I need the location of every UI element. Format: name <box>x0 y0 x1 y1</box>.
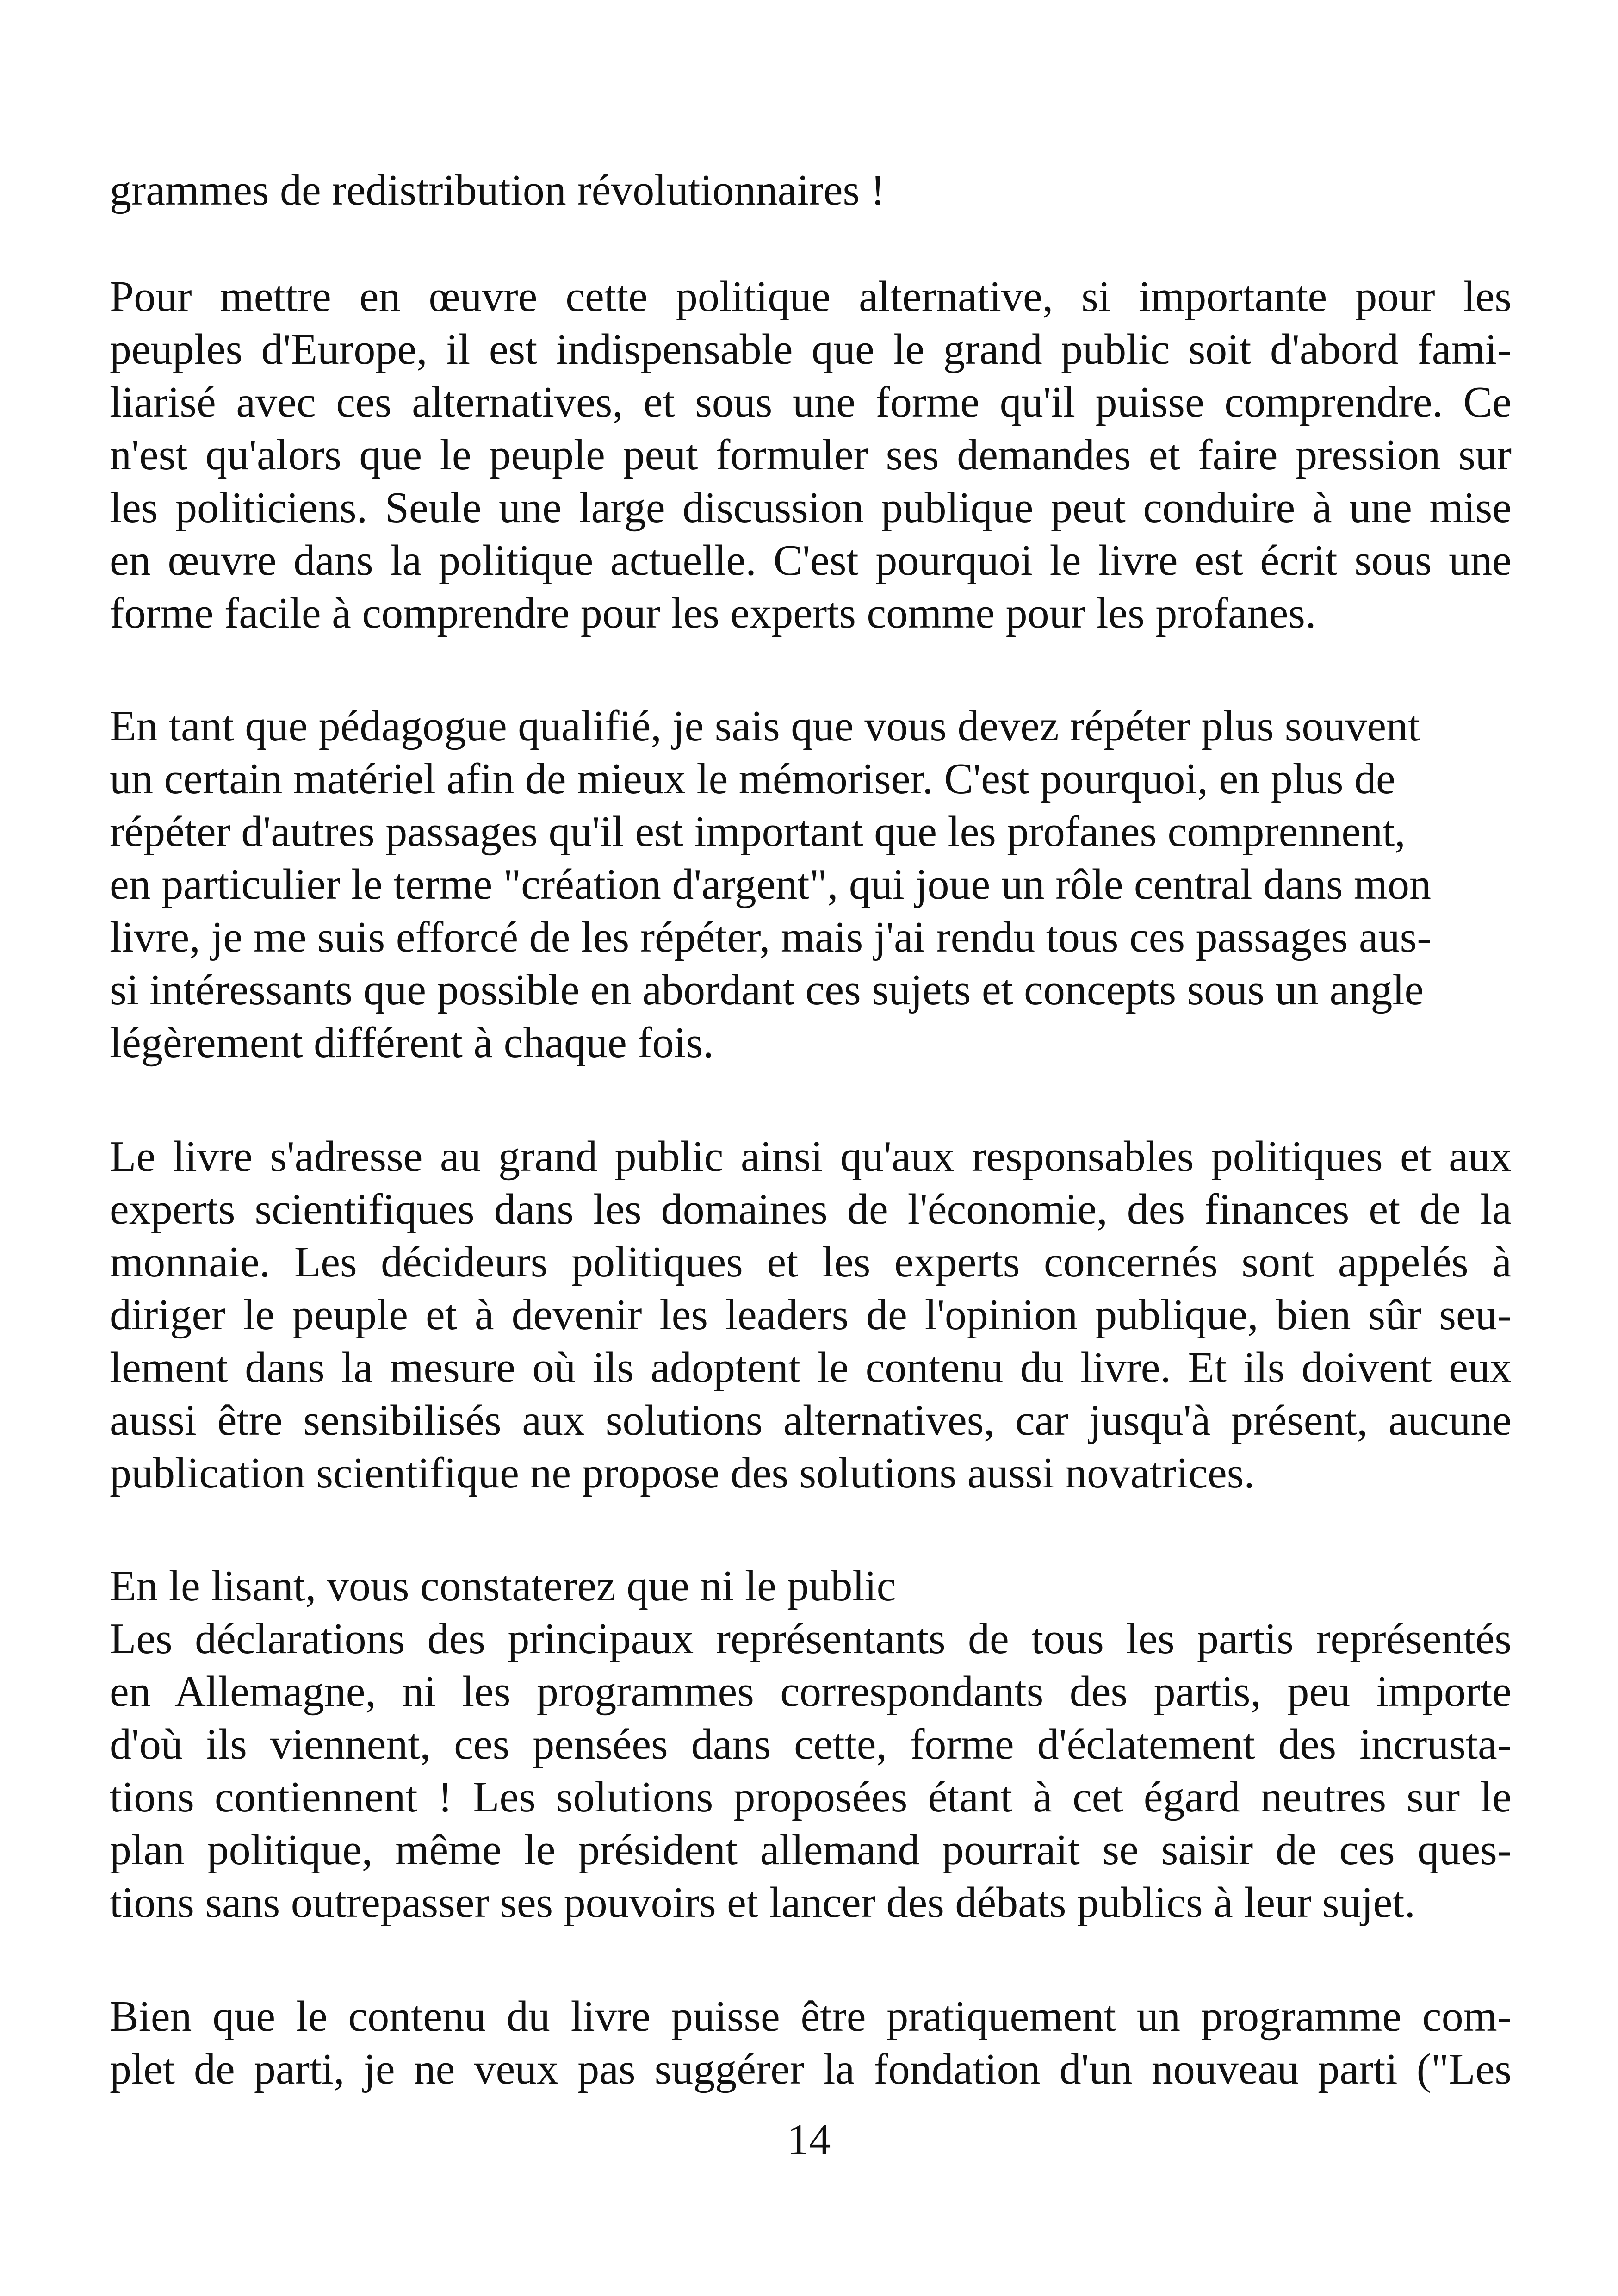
text-line: tions sans outrepasser ses pouvoirs et lancer des débats publics à leur sujet. <box>110 1879 1415 1927</box>
text-line: Bien que le contenu du livre puisse être pratiquement un programme com- <box>110 1992 1512 2041</box>
paragraph-2 <box>110 270 1512 640</box>
text-line: aussi être sensibilisés aux solutions alternatives, car jusqu'à présent, aucune <box>110 1396 1512 1444</box>
text-line: publication scientifique ne propose des solutions aussi novatrices. <box>110 1449 1255 1497</box>
text-line: si intéressants que possible en abordant ces sujets et concepts sous un angle <box>110 966 1424 1014</box>
text-line: lement dans la mesure où ils adoptent le contenu du livre. Et ils doivent eux <box>110 1344 1512 1392</box>
text-line: n'est qu'alors que le peuple peut formuler ses demandes et faire pression sur <box>110 431 1512 479</box>
text-line: monnaie. Les décideurs politiques et les experts concernés sont appelés à <box>110 1238 1512 1286</box>
paragraph-4 <box>110 1130 1512 1500</box>
text-line: d'où ils viennent, ces pensées dans cette, forme d'éclatement des incrusta- <box>110 1720 1512 1768</box>
text-line: en Allemagne, ni les programmes correspondants des partis, peu importe <box>110 1668 1512 1716</box>
text-line: peuples d'Europe, il est indispensable que le grand public soit d'abord fami- <box>110 325 1512 373</box>
text-line: livre, je me suis efforcé de les répéter, mais j'ai rendu tous ces passages aus- <box>110 913 1432 961</box>
text-line: diriger le peuple et à devenir les leaders de l'opinion publique, bien sûr seu- <box>110 1291 1512 1339</box>
page-number: 14 <box>787 2116 831 2164</box>
text-line: Les déclarations des principaux représentants de tous les partis représentés <box>110 1615 1512 1663</box>
text-line: un certain matériel afin de mieux le mémoriser. C'est pourquoi, en plus de <box>110 755 1395 803</box>
paragraph-5 <box>110 1560 1512 1929</box>
text-line: légèrement différent à chaque fois. <box>110 1019 714 1067</box>
text-line: en particulier le terme "création d'argent", qui joue un rôle central dans mon <box>110 860 1432 908</box>
text-line: Le livre s'adresse au grand public ainsi qu'aux responsables politiques et aux <box>110 1132 1512 1181</box>
paragraph-3 <box>110 700 1512 1069</box>
text-line: Pour mettre en œuvre cette politique alternative, si importante pour les <box>110 273 1512 321</box>
text-line: forme facile à comprendre pour les experts comme pour les profanes. <box>110 589 1316 637</box>
text-line: tions contiennent ! Les solutions proposées étant à cet égard neutres sur le <box>110 1773 1512 1821</box>
text-line: en œuvre dans la politique actuelle. C'est pourquoi le livre est écrit sous une <box>110 536 1512 585</box>
text-line: experts scientifiques dans les domaines de l'économie, des finances et de la <box>110 1185 1512 1233</box>
text-line: les politiciens. Seule une large discussion publique peut conduire à une mise <box>110 484 1512 532</box>
text-line: En tant que pédagogue qualifié, je sais que vous devez répéter plus souvent <box>110 702 1420 750</box>
paragraph-6 <box>110 1990 1512 2096</box>
text-line: En le lisant, vous constaterez que ni le public <box>110 1562 896 1610</box>
text-line: grammes de redistribution révolutionnaires ! <box>110 166 885 214</box>
text-line: répéter d'autres passages qu'il est important que les profanes comprennent, <box>110 808 1406 856</box>
text-line: plan politique, même le président allemand pourrait se saisir de ces ques- <box>110 1826 1512 1874</box>
paragraph-1 <box>110 164 1512 217</box>
text-line: liarisé avec ces alternatives, et sous une forme qu'il puisse comprendre. Ce <box>110 378 1512 426</box>
text-line: plet de parti, je ne veux pas suggérer la fondation d'un nouveau parti ("Les <box>110 2045 1512 2093</box>
